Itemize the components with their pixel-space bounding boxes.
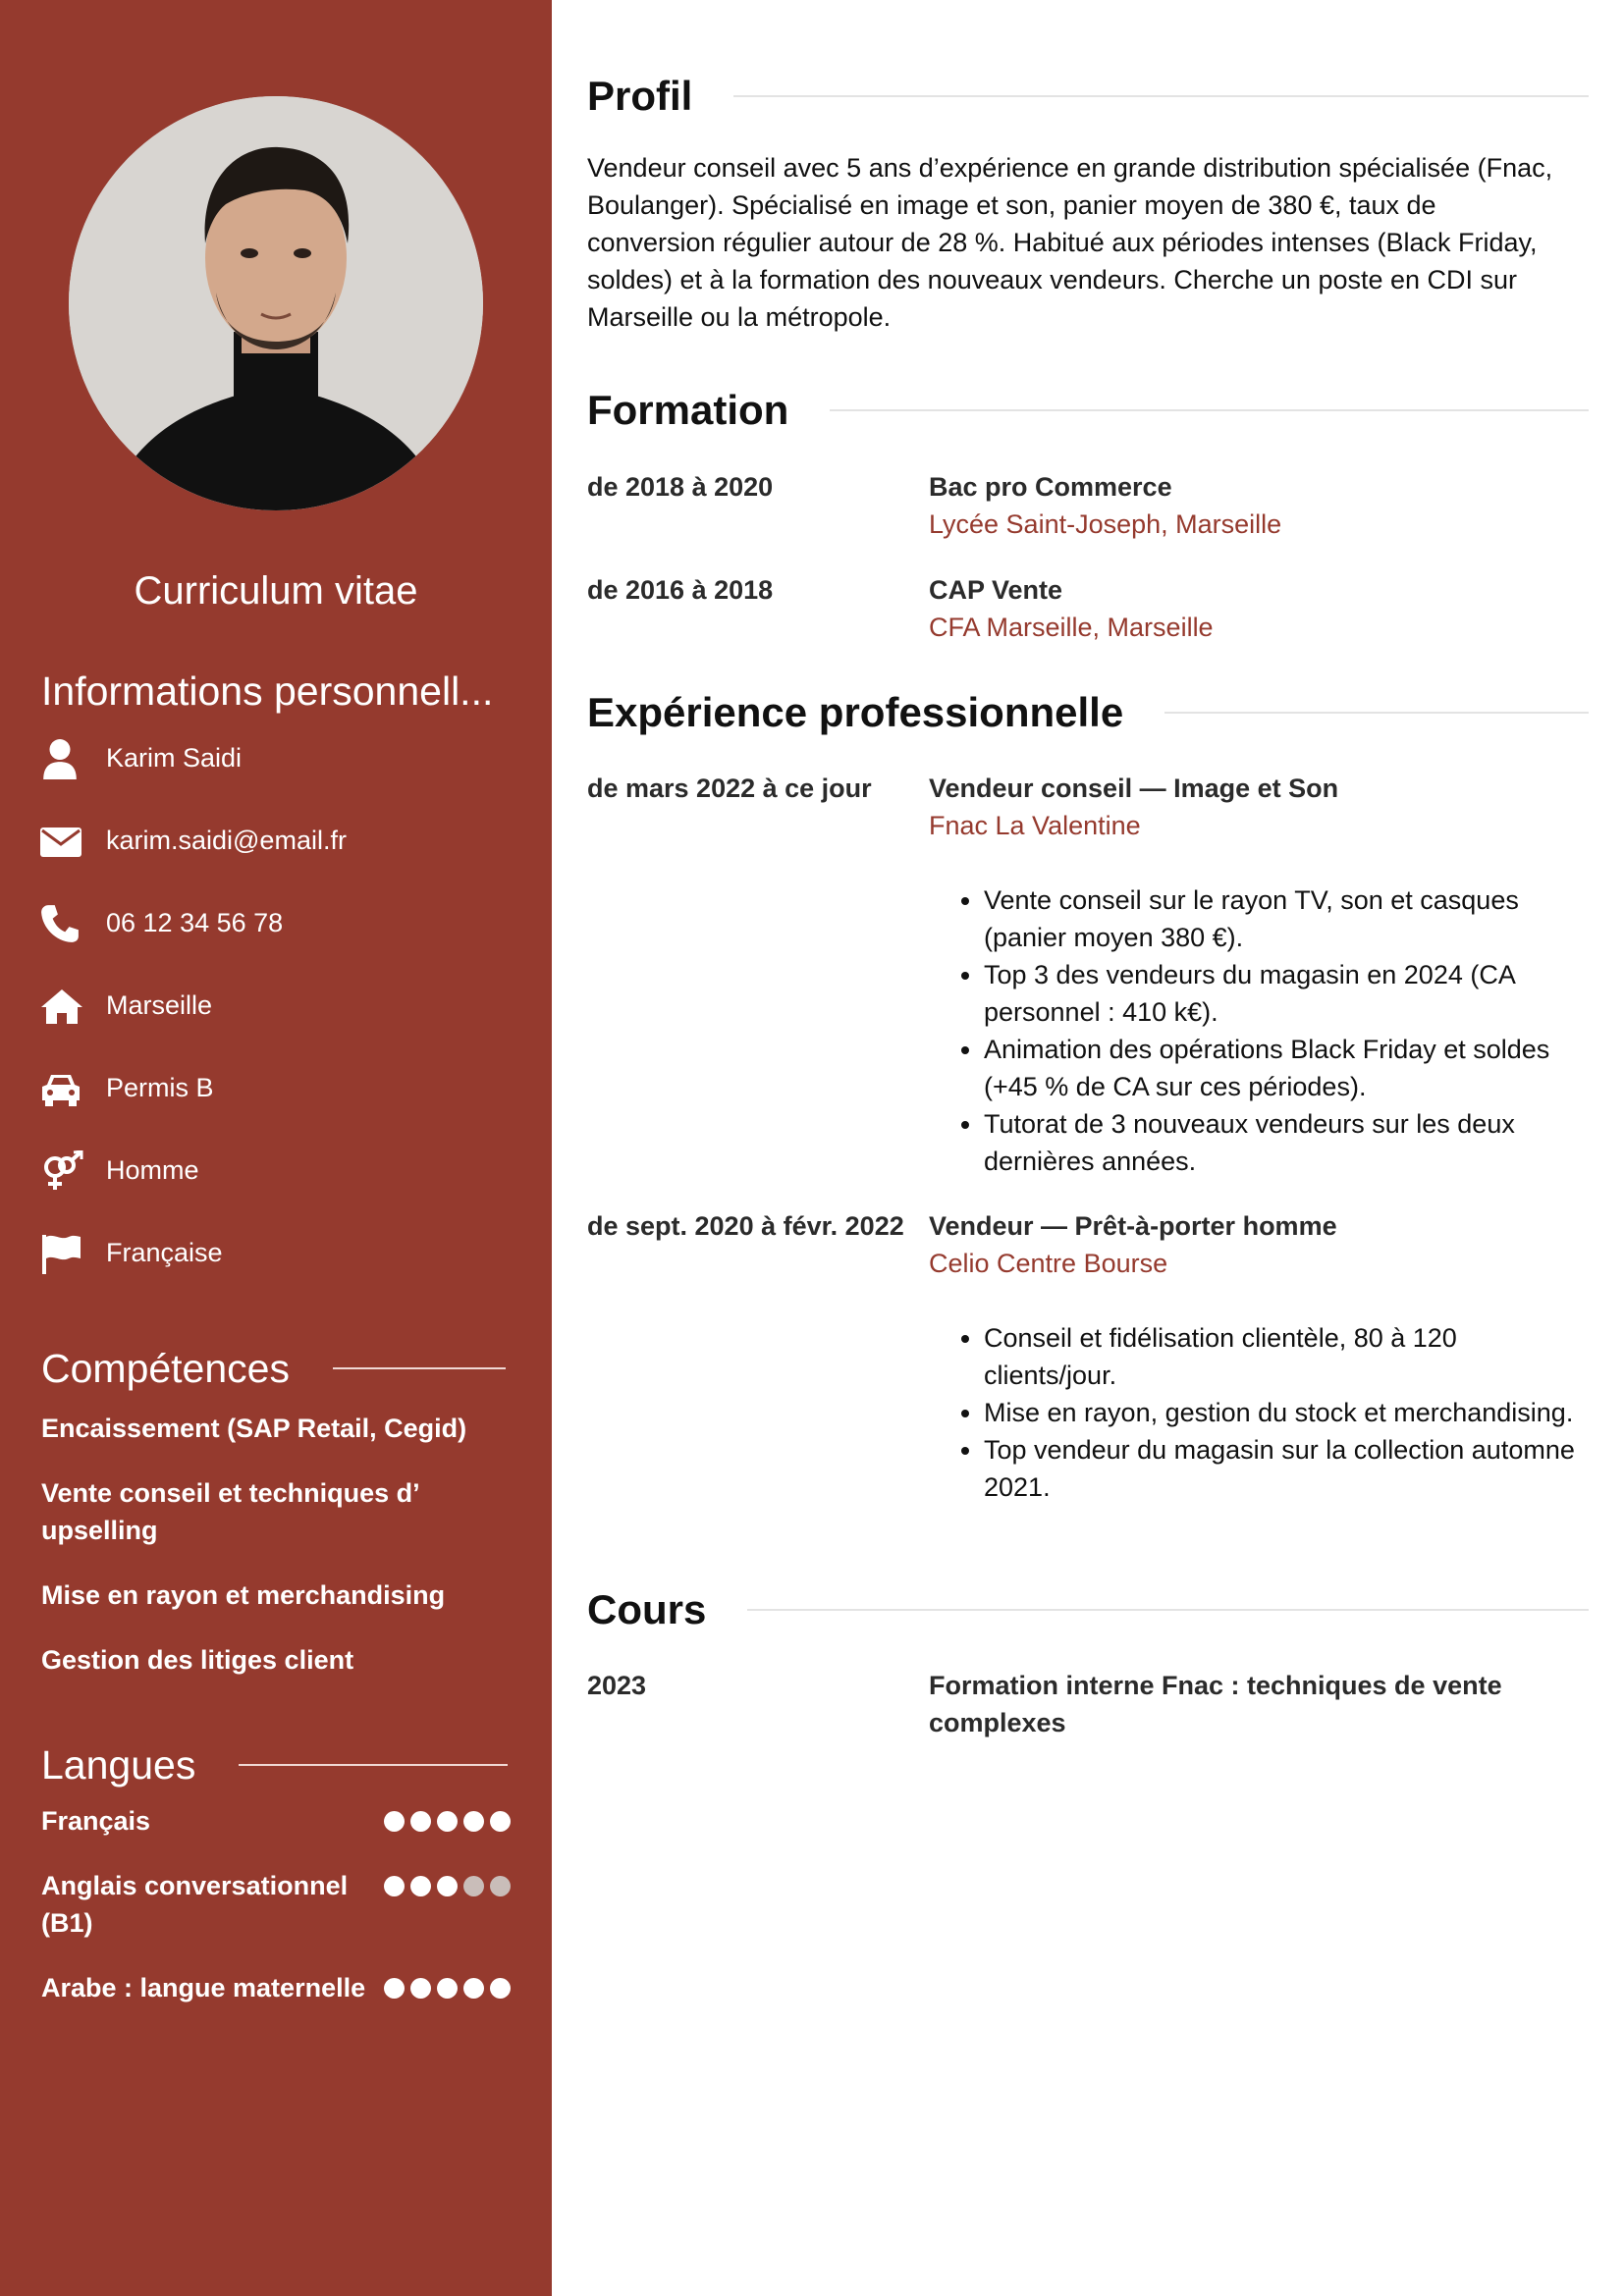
profile-title: Profil xyxy=(587,73,693,119)
education-place: CFA Marseille, Marseille xyxy=(929,613,1214,642)
education-divider xyxy=(830,409,1589,411)
level-dot-filled xyxy=(384,1978,405,1999)
info-row-license xyxy=(39,1068,347,1150)
education-date: de 2018 à 2020 xyxy=(587,472,774,502)
info-row-email xyxy=(39,821,347,903)
course-date: 2023 xyxy=(587,1671,647,1700)
level-dot-filled xyxy=(437,1811,458,1832)
level-dot-filled xyxy=(463,1978,484,1999)
language-item xyxy=(41,1802,511,1840)
email-icon xyxy=(39,821,84,862)
language-level xyxy=(384,1876,511,1896)
languages-list xyxy=(41,1802,511,2034)
sidebar xyxy=(0,0,552,2296)
nationality-text: Française xyxy=(106,1238,223,1267)
level-dot-filled xyxy=(410,1876,431,1896)
experience-bullet: • Tutorat de 3 nouveaux vendeurs sur les deux dernières années. xyxy=(984,1105,1589,1180)
info-row-gender xyxy=(39,1150,347,1233)
level-dot-filled xyxy=(490,1811,511,1832)
experience-bullet: • Animation des opérations Black Friday et soldes (+45 % de CA sur ces périodes). xyxy=(984,1031,1589,1105)
profile-text: Vendeur conseil avec 5 ans d’expérience en grande distribution spécialisée (Fnac, Boulanger). Spécialisé en image et son, panier moyen de 380 €, taux de conversion régulier autour de 28 %. Habitué aux périodes intenses (Black Friday, soldes) et à la formation des nouveaux vendeurs. Cherche un poste en CDI sur Marseille ou la métropole. xyxy=(587,153,1553,332)
license-text: Permis B xyxy=(106,1073,214,1102)
courses-title: Cours xyxy=(587,1586,707,1632)
language-item xyxy=(41,1867,511,1942)
skill-item: Encaissement (SAP Retail, Cegid) xyxy=(41,1414,467,1443)
experience-role: Vendeur — Prêt-à-porter homme xyxy=(929,1211,1337,1241)
experience-bullet: • Conseil et fidélisation clientèle, 80 à 120 clients/jour. xyxy=(984,1319,1589,1394)
education-heading xyxy=(587,383,1589,438)
experience-bullet: • Vente conseil sur le rayon TV, son et casques (panier moyen 380 €). xyxy=(984,881,1589,956)
personal-info-list xyxy=(39,738,347,1315)
profile-photo xyxy=(69,96,483,510)
level-dot-filled xyxy=(384,1811,405,1832)
skills-divider xyxy=(333,1367,506,1369)
language-item xyxy=(41,1969,511,2006)
email-text: karim.saidi@email.fr xyxy=(106,826,347,855)
main-content xyxy=(552,0,1624,2296)
language-name: Français xyxy=(41,1806,151,1836)
skills-list xyxy=(41,1410,503,1706)
languages-divider xyxy=(239,1764,508,1766)
education-date: de 2016 à 2018 xyxy=(587,575,774,605)
languages-title: Langues xyxy=(41,1742,196,1788)
profile-heading xyxy=(587,69,1589,124)
phone-text: 06 12 34 56 78 xyxy=(106,908,284,937)
info-row-city xyxy=(39,986,347,1068)
experience-date: de mars 2022 à ce jour xyxy=(587,774,872,803)
languages-heading xyxy=(41,1737,508,1792)
experience-divider xyxy=(1164,712,1589,714)
experience-bullets xyxy=(929,1319,1589,1506)
level-dot-empty xyxy=(463,1876,484,1896)
level-dot-filled xyxy=(437,1978,458,1999)
education-place: Lycée Saint-Joseph, Marseille xyxy=(929,509,1282,539)
skills-title: Compétences xyxy=(41,1346,290,1391)
courses-divider xyxy=(747,1609,1589,1611)
level-dot-filled xyxy=(410,1978,431,1999)
language-name: Anglais conversationnel (B1) xyxy=(41,1871,349,1938)
skill-item: Gestion des litiges client xyxy=(41,1645,354,1675)
experience-bullets xyxy=(929,881,1589,1180)
experience-company: Fnac La Valentine xyxy=(929,811,1141,840)
experience-title: Expérience professionnelle xyxy=(587,689,1124,735)
language-name: Arabe : langue maternelle xyxy=(41,1973,366,2002)
experience-heading xyxy=(587,685,1589,740)
level-dot-filled xyxy=(490,1978,511,1999)
experience-bullet: • Mise en rayon, gestion du stock et merchandising. xyxy=(984,1394,1589,1431)
language-level xyxy=(384,1811,511,1832)
experience-role: Vendeur conseil — Image et Son xyxy=(929,774,1339,803)
gender-icon xyxy=(39,1150,84,1192)
level-dot-filled xyxy=(410,1811,431,1832)
skill-item: Vente conseil et techniques d’ upselling xyxy=(41,1478,419,1545)
education-title: Formation xyxy=(587,387,789,433)
language-level xyxy=(384,1978,511,1999)
level-dot-filled xyxy=(384,1876,405,1896)
info-row-nationality xyxy=(39,1233,347,1315)
info-row-name xyxy=(39,738,347,821)
car-icon xyxy=(39,1068,84,1109)
level-dot-empty xyxy=(490,1876,511,1896)
home-icon xyxy=(39,986,84,1027)
flag-icon xyxy=(39,1233,84,1274)
gender-text: Homme xyxy=(106,1155,199,1185)
level-dot-filled xyxy=(437,1876,458,1896)
experience-company: Celio Centre Bourse xyxy=(929,1249,1168,1278)
experience-bullet: • Top vendeur du magasin sur la collection automne 2021. xyxy=(984,1431,1589,1506)
info-row-phone xyxy=(39,903,347,986)
skills-heading xyxy=(41,1341,506,1396)
experience-date: de sept. 2020 à févr. 2022 xyxy=(587,1211,904,1241)
city-text: Marseille xyxy=(106,990,213,1020)
education-title-text: Bac pro Commerce xyxy=(929,472,1172,502)
phone-icon xyxy=(39,903,84,944)
cv-title: Curriculum vitae xyxy=(134,569,418,613)
person-icon xyxy=(39,738,84,779)
level-dot-filled xyxy=(463,1811,484,1832)
education-title-text: CAP Vente xyxy=(929,575,1063,605)
courses-heading xyxy=(587,1582,1589,1637)
skill-item: Mise en rayon et merchandising xyxy=(41,1580,446,1610)
profile-divider xyxy=(733,95,1589,97)
experience-bullet: • Top 3 des vendeurs du magasin en 2024 (CA personnel : 410 k€). xyxy=(984,956,1589,1031)
name-text: Karim Saidi xyxy=(106,743,243,773)
course-title: Formation interne Fnac : techniques de vente complexes xyxy=(929,1671,1502,1737)
personal-info-heading: Informations personnell... xyxy=(41,668,494,714)
